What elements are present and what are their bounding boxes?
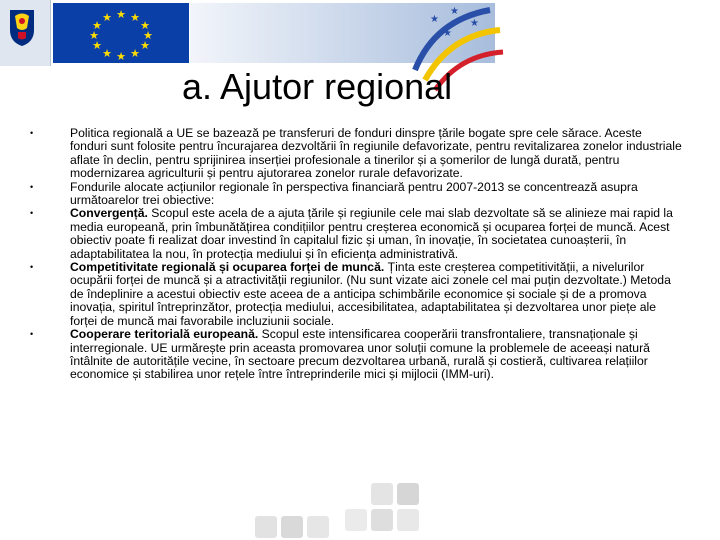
- svg-text:★: ★: [430, 14, 439, 25]
- svg-text:★: ★: [116, 51, 126, 63]
- romania-emblem: [0, 0, 51, 66]
- bullet-marker: •: [30, 181, 34, 192]
- bullet-body: Politica regională a UE se bazează pe transferuri de fonduri dinspre țările bogate spre cele sărace. Aceste fonduri sunt folosite pentru încurajarea dezvoltării în regiunile defavorizate, pentru revitalizarea zonelor industriale aflate în declin, pentru sprijinirea inserției profesionale a tinerilor și a șomerilor de lungă durată, pentru modernizarea agriculturii și pentru ajutorarea zonelor rurale defavorizate.: [70, 126, 682, 181]
- bullet-marker: •: [30, 208, 34, 219]
- svg-text:★: ★: [143, 30, 153, 42]
- decorative-square: [307, 516, 329, 538]
- bullet-text: [70, 207, 682, 261]
- bullet-text: [70, 328, 682, 382]
- decorative-square: [255, 516, 277, 538]
- slide-title: a. Ajutor regional: [182, 66, 453, 107]
- svg-text:★: ★: [89, 30, 99, 42]
- bullet-text: [70, 261, 682, 328]
- bullet-heading: Competitivitate regională și ocuparea forței de muncă.: [70, 260, 385, 275]
- bullet-body: Fondurile alocate acțiunilor regionale în perspectiva financiară pentru 2007‑2013 se concentrează asupra următoarelor trei obiective:: [70, 179, 638, 208]
- svg-text:★: ★: [140, 40, 150, 52]
- list-item: [30, 207, 690, 261]
- svg-text:★: ★: [92, 20, 102, 32]
- decorative-square: [397, 509, 419, 531]
- decorative-square: [371, 509, 393, 531]
- eu-flag: [53, 3, 189, 63]
- svg-text:★: ★: [116, 9, 126, 21]
- list-item: [30, 127, 690, 181]
- bullet-heading: Cooperare teritorială europeană.: [70, 327, 259, 342]
- decorative-square: [371, 483, 393, 505]
- bullet-body: Scopul este acela de a ajuta țările și regiunile cele mai slab dezvoltate să se alinieze mai rapid la media europeană, prin îmbunătățirea condițiilor pentru creșterea economică și ocuparea forței de muncă. Acest obiectiv poate fi realizat doar investind în capitalul fizic și uman, în inovație, în societatea cunoașterii, în adaptabilitatea la nou, în protecția mediului și în eficiența administrativă.: [70, 206, 673, 261]
- list-item: [30, 181, 690, 208]
- bullet-list: [30, 127, 690, 382]
- bullet-body: Ținta este creșterea competitivității, a nivelurilor ocupării forței de muncă și a atractivității regiunilor. (Nu sunt vizate aici zonele cel mai puțin dezvoltate.) Metoda de îndeplinire a acestui obiectiv este aceea de a anticipa schimbările economice și sociale și de a promova inovația, spiritul întreprinzător, protecția mediului, accesibilitatea, adaptabilitatea și dezvoltarea unor piețe ale forței de muncă mai favorabile incluziunii sociale.: [70, 260, 671, 328]
- svg-text:★: ★: [470, 18, 479, 29]
- list-item: [30, 328, 690, 382]
- svg-text:★: ★: [130, 12, 140, 24]
- romania-coat-of-arms-icon: [6, 8, 38, 48]
- svg-text:★: ★: [92, 40, 102, 52]
- svg-text:★: ★: [443, 28, 452, 39]
- eu-stars-icon: [53, 3, 189, 63]
- svg-text:★: ★: [102, 12, 112, 24]
- decorative-square: [345, 509, 367, 531]
- header-banner: [0, 0, 720, 70]
- bullet-heading: Convergență.: [70, 206, 148, 221]
- bullet-body: Scopul este intensificarea cooperării transfrontaliere, transnaționale și interregionale. UE urmărește prin aceasta promovarea unor soluții comune la problemele de aceeași natură întâlnite de autoritățile vecine, în sectoare precum dezvoltarea urbană, rurală și costieră, cultivarea relațiilor economice și stabilirea unor rețele între întreprinderile mici și mijlocii (IMM‑uri).: [70, 327, 650, 382]
- svg-text:★: ★: [102, 48, 112, 60]
- bullet-text: [70, 181, 682, 208]
- decorative-squares: [255, 480, 420, 540]
- svg-text:★: ★: [130, 48, 140, 60]
- bullet-marker: •: [30, 262, 34, 273]
- svg-text:★: ★: [140, 20, 150, 32]
- decorative-square: [397, 483, 419, 505]
- bullet-text: [70, 127, 682, 181]
- bullet-marker: •: [30, 128, 34, 138]
- list-item: [30, 261, 690, 328]
- bullet-marker: •: [30, 329, 34, 340]
- svg-text:★: ★: [450, 6, 459, 17]
- decorative-square: [281, 516, 303, 538]
